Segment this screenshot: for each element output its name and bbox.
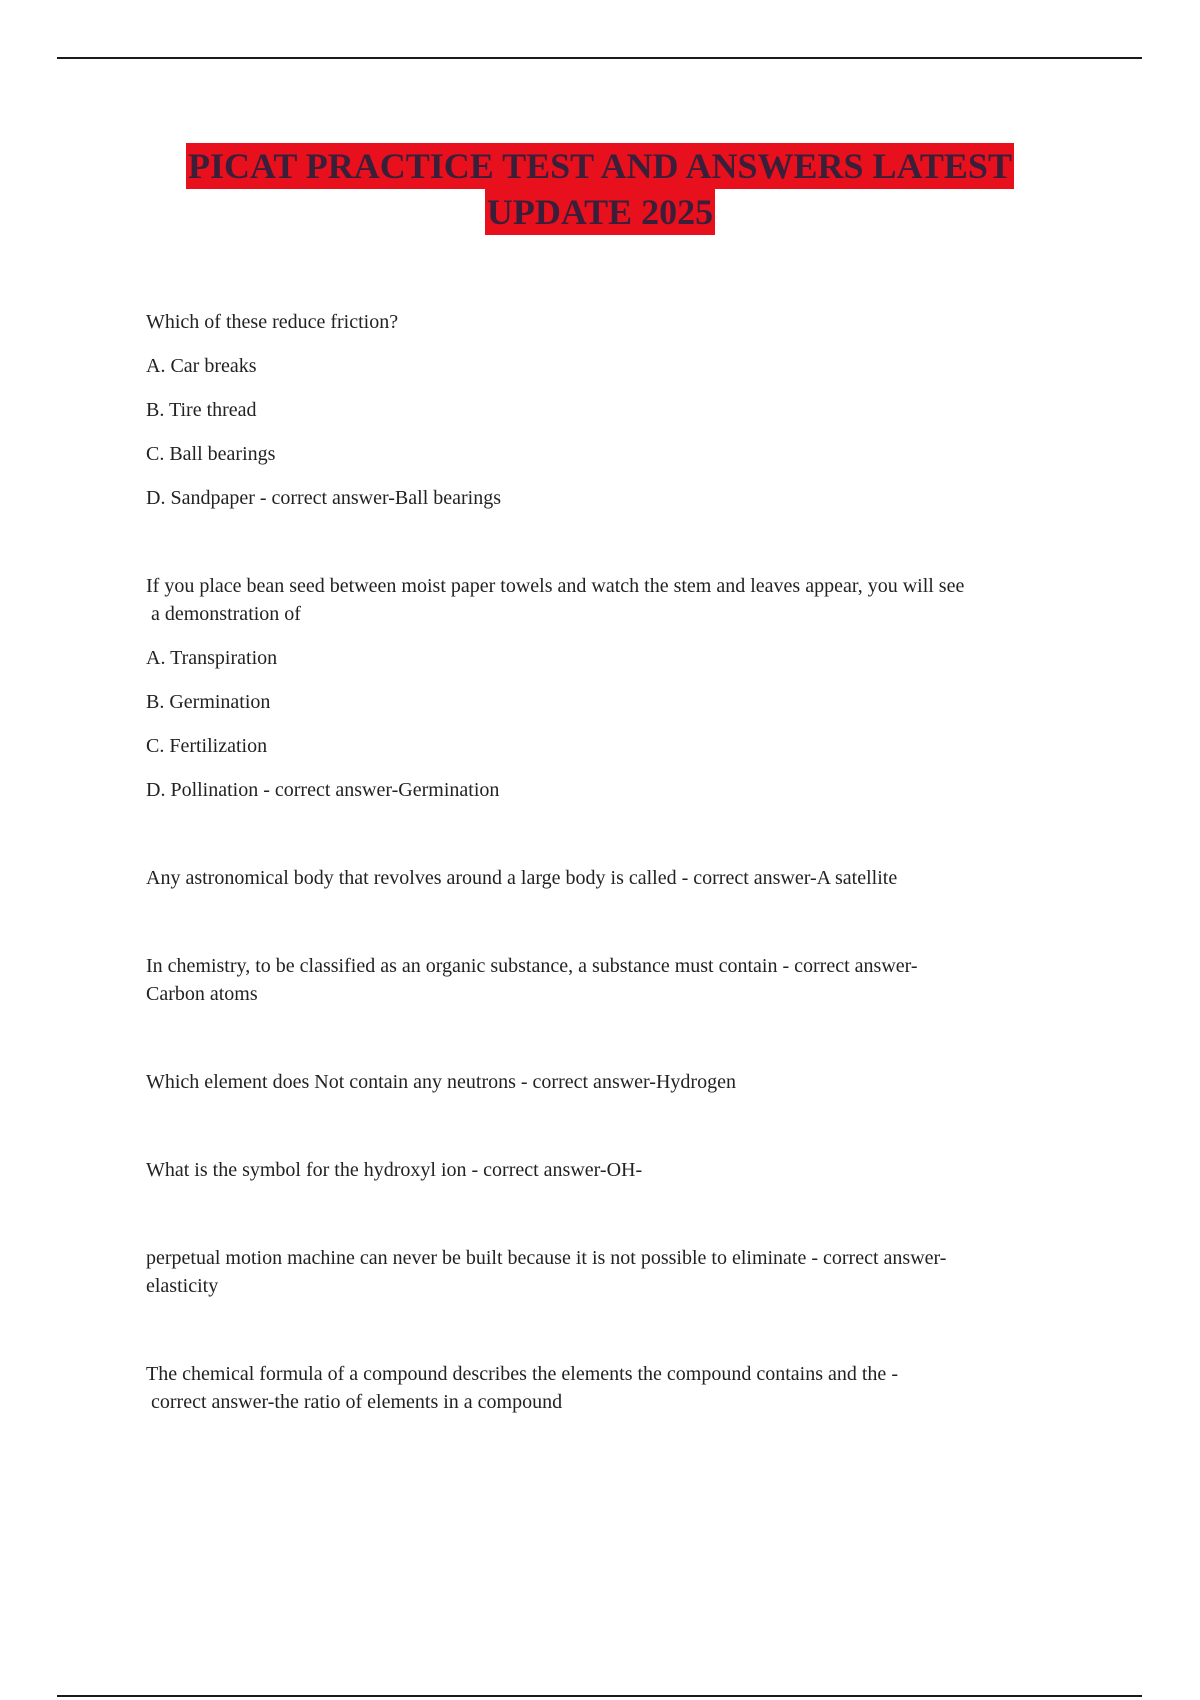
statement-2 — [146, 952, 1096, 1008]
document-title — [0, 143, 1200, 235]
answer-option: C. Fertilization — [146, 735, 268, 757]
title-line-2: UPDATE 2025 — [485, 189, 715, 235]
statement-3 — [146, 1068, 1096, 1096]
question-text: Which of these reduce friction? — [146, 311, 399, 333]
statement-1 — [146, 864, 1096, 892]
answer-option: D. Sandpaper - correct answer-Ball bearings — [146, 487, 502, 509]
question-block-1 — [146, 308, 1096, 512]
statement-text-continued: elasticity — [146, 1275, 219, 1297]
question-list — [146, 308, 1096, 1416]
statement-6 — [146, 1360, 1096, 1416]
statement-text-continued: Carbon atoms — [146, 983, 258, 1005]
answer-option: A. Car breaks — [146, 355, 257, 377]
answer-option: A. Transpiration — [146, 647, 278, 669]
bottom-divider — [57, 1695, 1142, 1697]
statement-text: What is the symbol for the hydroxyl ion - correct answer-OH- — [146, 1159, 643, 1181]
question-text-continued: a demonstration of — [146, 603, 301, 625]
question-block-2 — [146, 572, 1096, 804]
top-divider — [57, 57, 1142, 59]
statement-text: In chemistry, to be classified as an organic substance, a substance must contain - correct answer- — [146, 955, 918, 977]
statement-text: perpetual motion machine can never be built because it is not possible to eliminate - correct answer- — [146, 1247, 947, 1269]
answer-option: C. Ball bearings — [146, 443, 276, 465]
statement-5 — [146, 1244, 1096, 1300]
answer-option: B. Tire thread — [146, 399, 257, 421]
answer-option: D. Pollination - correct answer-Germination — [146, 779, 500, 801]
statement-text: The chemical formula of a compound describes the elements the compound contains and the - — [146, 1363, 898, 1385]
statement-text: Any astronomical body that revolves around a large body is called - correct answer-A satellite — [146, 867, 898, 889]
question-text: If you place bean seed between moist paper towels and watch the stem and leaves appear, you will see — [146, 575, 965, 597]
title-line-1: PICAT PRACTICE TEST AND ANSWERS LATEST — [186, 143, 1014, 189]
answer-option: B. Germination — [146, 691, 271, 713]
statement-text: Which element does Not contain any neutrons - correct answer-Hydrogen — [146, 1071, 736, 1093]
statement-text-continued: correct answer-the ratio of elements in a compound — [146, 1391, 563, 1413]
statement-4 — [146, 1156, 1096, 1184]
